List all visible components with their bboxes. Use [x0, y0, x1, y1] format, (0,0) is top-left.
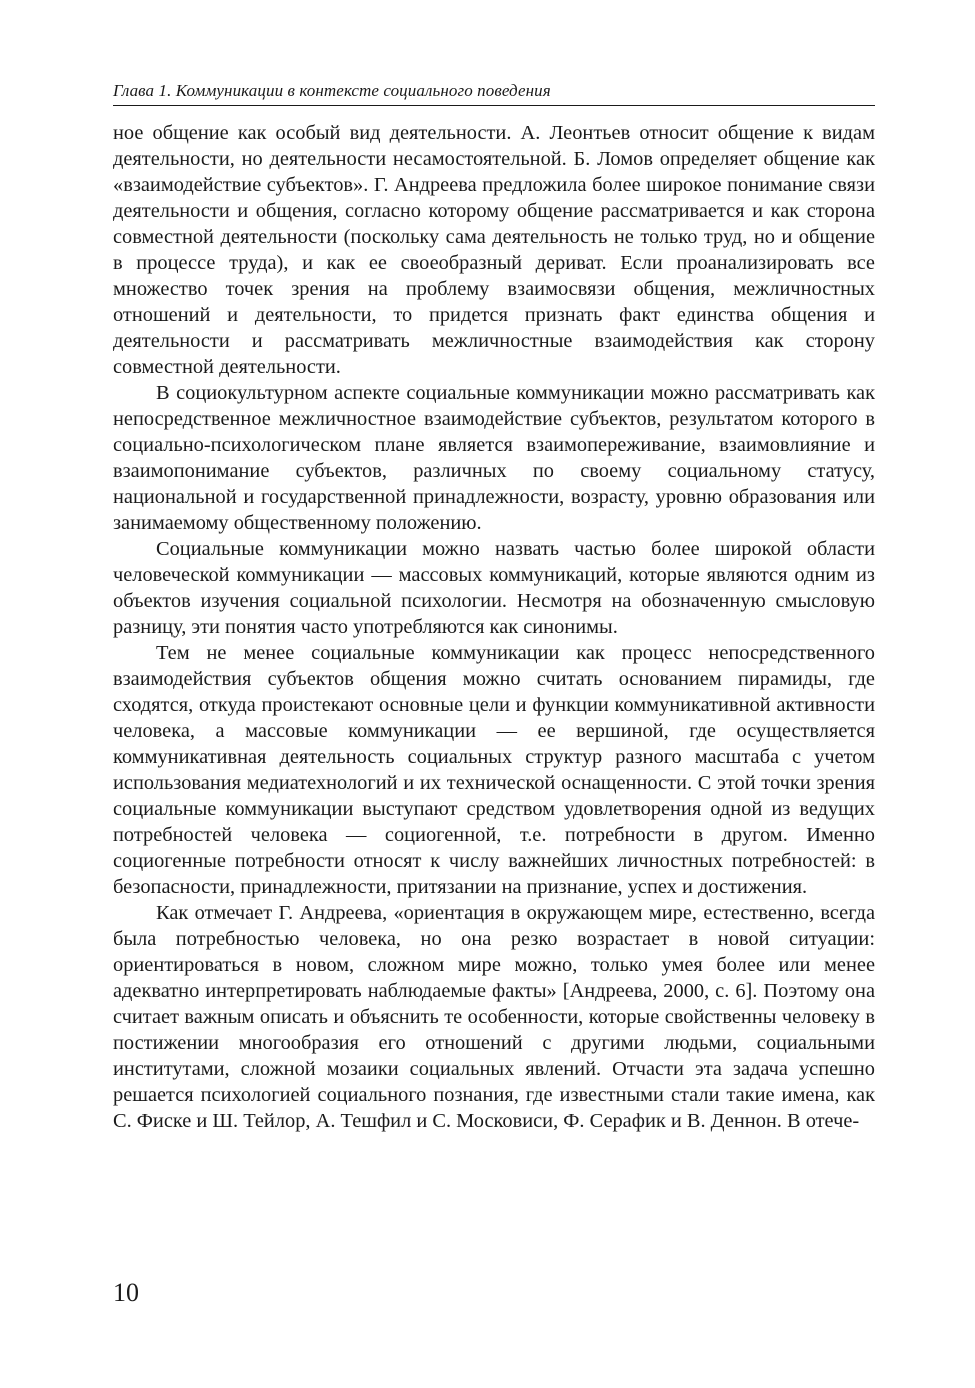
paragraph: В социокультурном аспекте социальные коммуникации можно рассматривать как непосредственное межличностное взаимодействие субъектов, результатом которого в социально-психологическом плане является взаимопереживание, взаимовлияние и взаимопонимание субъектов, различных по своему социальному статусу, национальной и государственной принадлежности, возрасту, уровню образования или занимаемому общественному положению. — [113, 382, 875, 534]
paragraph: Как отмечает Г. Андреева, «ориентация в окружающем мире, естественно, всегда была потребностью человека, но она резко возрастает в новой ситуации: ориентироваться в новом, сложном мире можно, только умея более или менее адекватно интерпретировать наблюдаемые факты» [Андреева, 2000, с. 6]. Поэтому она считает важным описать и объяснить те особенности, которые свойственны человеку в постижении многообразия его отношений с другими людьми, социальными институтами, сложной мозаики социальных явлений. Отчасти эта задача успешно решается психологией социального познания, где известными стали такие имена, как С. Фиске и Ш. Тейлор, А. Тешфил и С. Московиси, Ф. Серафик и В. Деннон. В отече- — [113, 902, 875, 1132]
paragraph-continuation: ное общение как особый вид деятельности. А. Леонтьев относит общение к видам деятельности, но деятельности несамостоятельной. Б. Ломов определяет общение как «взаимодействие субъектов». Г. Андреева предложила более широкое понимание связи деятельности и общения, согласно которому общение рассматривается и как сторона совместной деятельности (поскольку сама деятельность не только труд, но и общение в процессе труда), и как ее своеобразный дериват. Если проанализировать все множество точек зрения на проблему взаимосвязи общения, межличностных отношений и деятельности, то придется признать факт единства общения и деятельности и рассматривать межличностные взаимодействия как сторону совместной деятельности. — [113, 122, 875, 378]
header-rule — [113, 105, 875, 106]
paragraph: Социальные коммуникации можно назвать частью более широкой области человеческой коммуникации — массовых коммуникаций, которые являются одним из объектов изучения социальной психологии. Несмотря на обозначенную смысловую разницу, эти понятия часто употребляются как синонимы. — [113, 538, 875, 638]
body-text — [113, 120, 875, 1134]
page-number: 10 — [113, 1278, 139, 1307]
running-header: Глава 1. Коммуникации в контексте социального поведения — [113, 81, 551, 100]
paragraph: Тем не менее социальные коммуникации как процесс непосредственного взаимодействия субъектов общения можно считать основанием пирамиды, где сходятся, откуда проистекают основные цели и функции коммуникативной активности человека, а массовые коммуникации — ее вершиной, где осуществляется коммуникативная деятельность социальных структур разного масштаба с учетом использования медиатехнологий и их технической оснащенности. С этой точки зрения социальные коммуникации выступают средством удовлетворения одной из ведущих потребностей человека — социогенной, т.е. потребности в другом. Именно социогенные потребности относят к числу важнейших личностных потребностей: в безопасности, принадлежности, притязании на признание, успех и достижения. — [113, 642, 875, 898]
